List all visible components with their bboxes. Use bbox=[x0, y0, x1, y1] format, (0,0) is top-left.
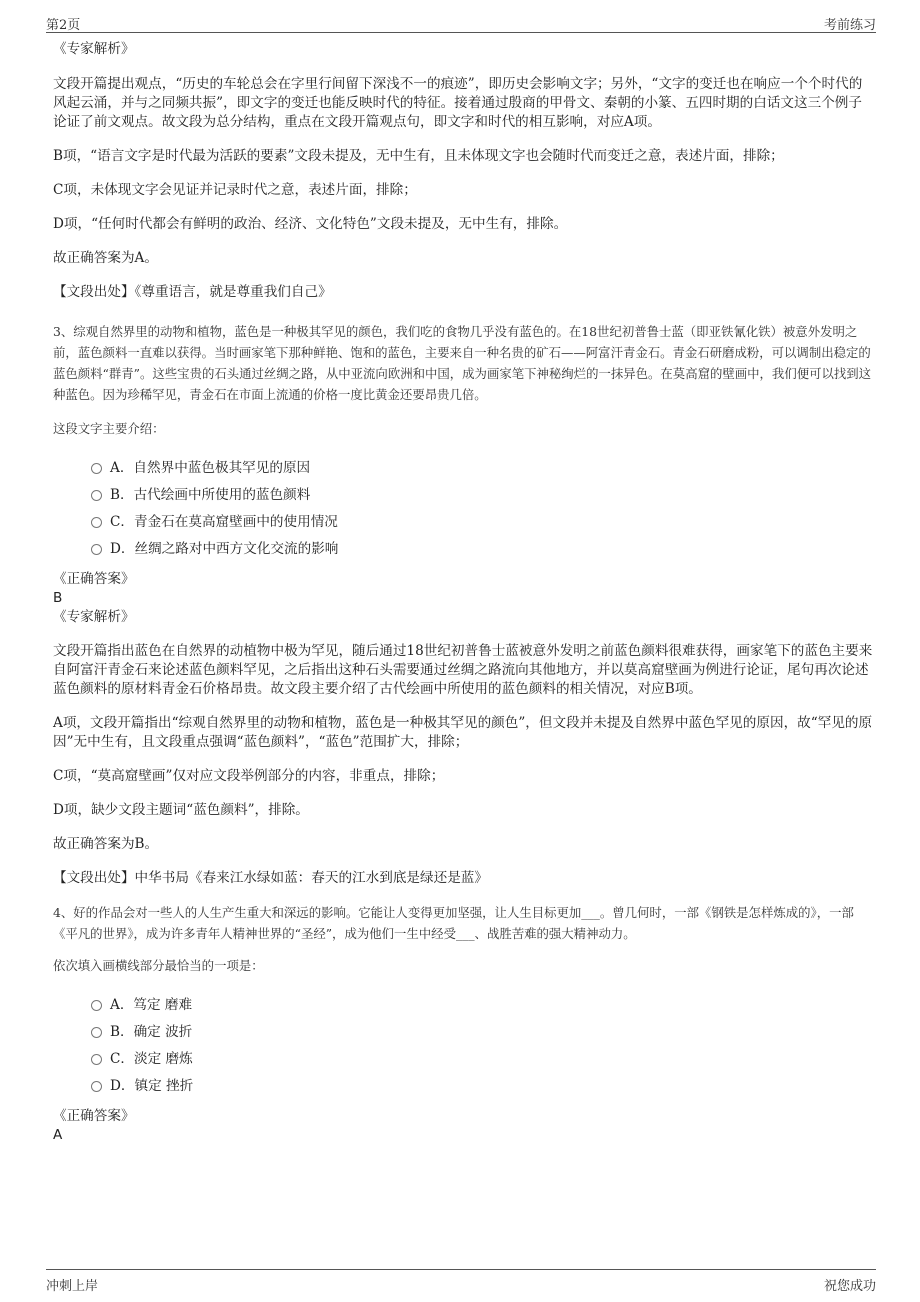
q2-analysis: 文段开篇提出观点，“历史的车轮总会在字里行间留下深浅不一的痕迹”，即历史会影响文字；另外，“文字的变迁也在响应一个个时代的风起云涌，并与之同频共振”，即文字的变迁也能反映时代的特征。接着通过殷商的甲骨文、秦朝的小篆、五四时期的白话文这三个例子论证了前文观点。故文段为总分结构，重点在文段开篇观点句，即文字和时代的相互影响，对应A项。 bbox=[53, 76, 863, 130]
q3-prompt: 这段文字主要介绍： bbox=[53, 421, 165, 436]
radio-icon[interactable] bbox=[91, 1027, 102, 1038]
q3-question: 3、综观自然界里的动物和植物，蓝色是一种极其罕见的颜色，我们吃的食物几乎没有蓝色的。在18世纪初普鲁士蓝（即亚铁氰化铁）被意外发明之前，蓝色颜料一直难以获得。当时画家笔下那种鲜艳、饱和的蓝色，主要来自一种名贵的矿石——阿富汗青金石。青金石研磨成粉，可以调制出稳定的蓝色颜料“群青”。这些宝贵的石头通过丝绸之路，从中亚流向欧洲和中国，成为画家笔下神秘绚烂的一抹异色。在莫高窟的壁画中，我们便可以找到这种蓝色。因为珍稀罕见，青金石在市面上流通的价格一度比黄金还要昂贵几倍。 bbox=[53, 324, 872, 402]
radio-icon[interactable] bbox=[91, 1000, 102, 1011]
document-body bbox=[53, 40, 873, 1145]
radio-icon[interactable] bbox=[91, 490, 102, 501]
option-label: A．笃定 磨难 bbox=[110, 996, 193, 1013]
q3-conclusion: 故正确答案为B。 bbox=[53, 836, 159, 852]
q3-answer-label: 《正确答案》 bbox=[53, 571, 135, 587]
q2-conclusion: 故正确答案为A。 bbox=[53, 250, 158, 266]
option-label: B．古代绘画中所使用的蓝色颜料 bbox=[110, 486, 311, 503]
q3-option-c[interactable] bbox=[91, 506, 873, 533]
q4-prompt: 依次填入画横线部分最恰当的一项是： bbox=[53, 958, 264, 973]
radio-icon[interactable] bbox=[91, 1081, 102, 1092]
page-header bbox=[46, 10, 876, 33]
q4-answer-label: 《正确答案》 bbox=[53, 1108, 135, 1124]
q4-option-b[interactable] bbox=[91, 1016, 873, 1043]
q4-option-d[interactable] bbox=[91, 1070, 873, 1097]
q3-option-a[interactable] bbox=[91, 452, 873, 479]
header-title: 考前练习 bbox=[823, 18, 876, 33]
option-label: D．镇定 挫折 bbox=[110, 1077, 194, 1094]
q3-expert-label: 《专家解析》 bbox=[53, 609, 135, 625]
q4-option-a[interactable] bbox=[91, 989, 873, 1016]
q3-option-d-analysis: D项，缺少文段主题词“蓝色颜料”，排除。 bbox=[53, 802, 309, 818]
q2-expert-label: 《专家解析》 bbox=[53, 41, 135, 57]
page-footer bbox=[46, 1269, 876, 1294]
q3-options bbox=[91, 452, 873, 560]
q3-option-b[interactable] bbox=[91, 479, 873, 506]
q3-analysis: 文段开篇指出蓝色在自然界的动植物中极为罕见，随后通过18世纪初普鲁士蓝被意外发明之前蓝色颜料很难获得，画家笔下的蓝色主要来自阿富汗青金石来论述蓝色颜料罕见，之后指出这种石头需要通过丝绸之路流向其他地方，并以莫高窟壁画为例进行论证，尾句再次论述蓝色颜料的原材料青金石价格昂贵。故文段主要介绍了古代绘画中所使用的蓝色颜料的相关情况，对应B项。 bbox=[53, 643, 873, 697]
footer-left-text: 冲刺上岸 bbox=[46, 1279, 99, 1294]
q3-option-a-analysis: A项，文段开篇指出“综观自然界里的动物和植物，蓝色是一种极其罕见的颜色”，但文段并未提及自然界中蓝色罕见的原因，故“罕见的原因”无中生有，且文段重点强调“蓝色颜料”，“蓝色”范围扩大，排除； bbox=[53, 715, 873, 750]
q4-answer: A bbox=[53, 1127, 63, 1143]
option-label: D．丝绸之路对中西方文化交流的影响 bbox=[110, 540, 339, 557]
q4-option-c[interactable] bbox=[91, 1043, 873, 1070]
q2-option-d-analysis: D项，“任何时代都会有鲜明的政治、经济、文化特色”文段未提及，无中生有，排除。 bbox=[53, 216, 568, 232]
q3-option-d[interactable] bbox=[91, 533, 873, 560]
option-label: C．淡定 磨炼 bbox=[110, 1050, 193, 1067]
q2-option-c-analysis: C项，未体现文字会见证并记录时代之意，表述片面，排除； bbox=[53, 182, 417, 198]
option-label: B．确定 波折 bbox=[110, 1023, 193, 1040]
q4-question: 4、好的作品会对一些人的人生产生重大和深远的影响。它能让人变得更加坚强，让人生目标更加___。曾几何时，一部《钢铁是怎样炼成的》，一部《平凡的世界》，成为许多青年人精神世界的“圣经”，成为他们一生中经受___、战胜苦难的强大精神动力。 bbox=[53, 905, 854, 941]
page-number: 第2页 bbox=[46, 18, 81, 33]
q3-source: 【文段出处】中华书局《春来江水绿如蓝：春天的江水到底是绿还是蓝》 bbox=[53, 870, 488, 886]
radio-icon[interactable] bbox=[91, 463, 102, 474]
q2-option-b-analysis: B项，“语言文字是时代最为活跃的要素”文段未提及，无中生有，且未体现文字也会随时代而变迁之意，表述片面，排除； bbox=[53, 148, 784, 164]
q2-source: 【文段出处】《尊重语言，就是尊重我们自己》 bbox=[53, 284, 332, 300]
radio-icon[interactable] bbox=[91, 1054, 102, 1065]
radio-icon[interactable] bbox=[91, 517, 102, 528]
option-label: A．自然界中蓝色极其罕见的原因 bbox=[110, 459, 311, 476]
q3-answer: B bbox=[53, 590, 63, 606]
q3-option-c-analysis: C项，“莫高窟壁画”仅对应文段举例部分的内容，非重点，排除； bbox=[53, 768, 445, 784]
footer-right-text: 祝您成功 bbox=[823, 1279, 876, 1294]
option-label: C．青金石在莫高窟壁画中的使用情况 bbox=[110, 513, 338, 530]
q4-options bbox=[91, 989, 873, 1097]
radio-icon[interactable] bbox=[91, 544, 102, 555]
